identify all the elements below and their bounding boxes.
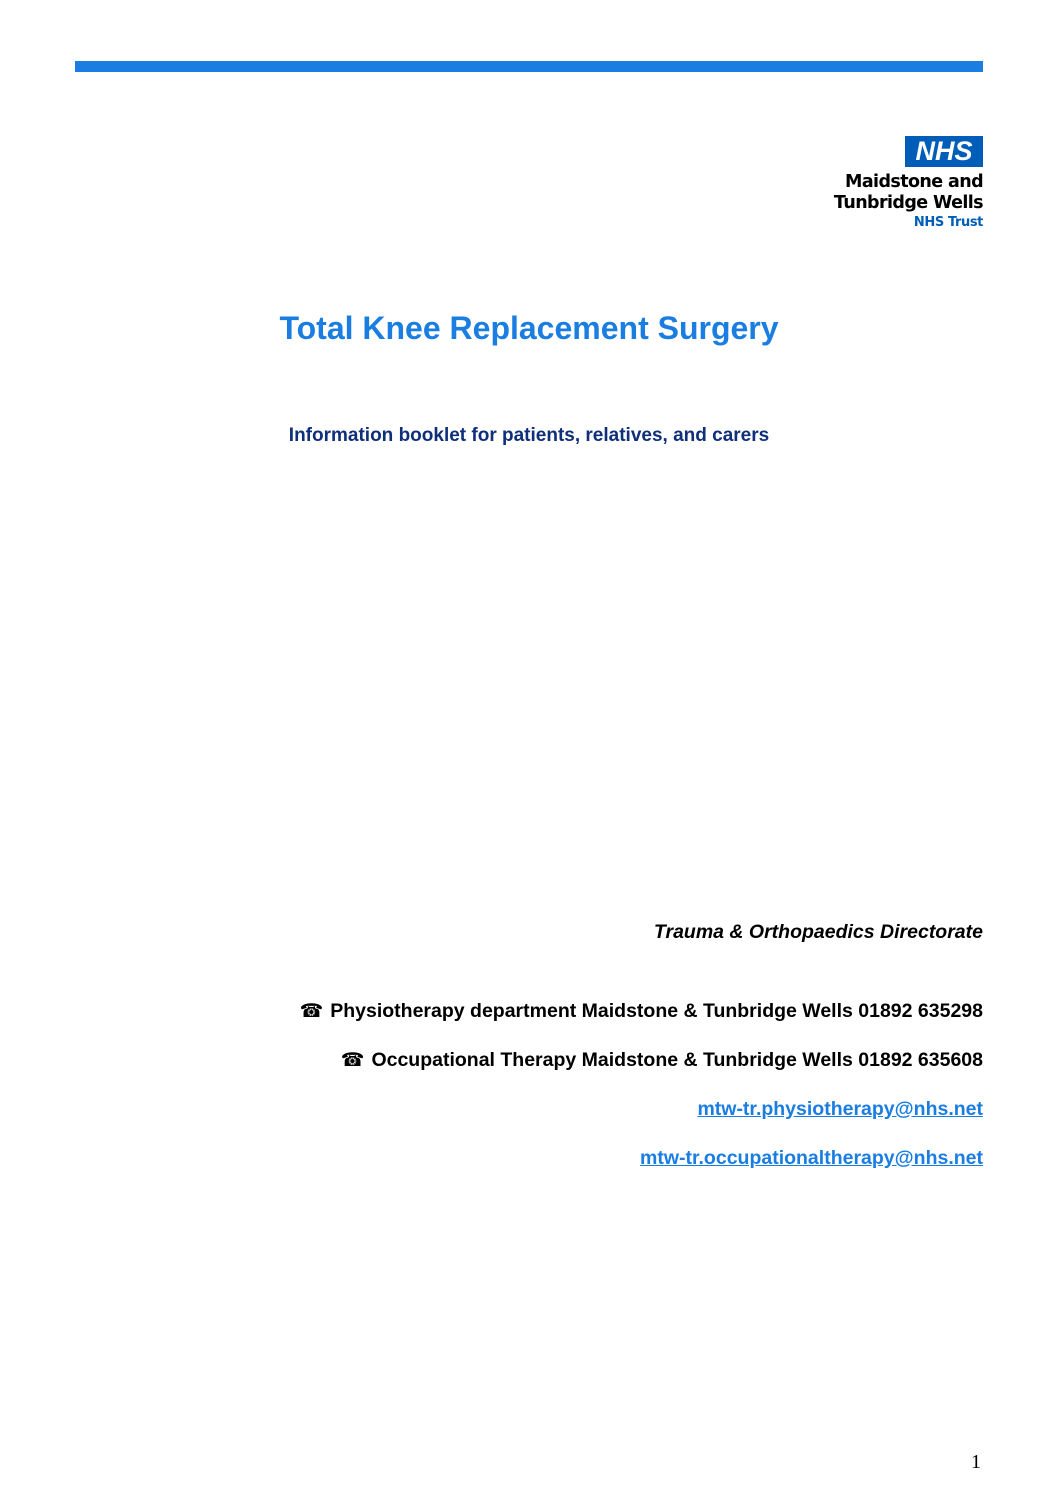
page-number: 1 bbox=[971, 1451, 981, 1473]
document-title: Total Knee Replacement Surgery bbox=[279, 310, 779, 346]
logo-org-line-2: Tunbridge Wells bbox=[833, 193, 983, 213]
telephone-icon: ☎ bbox=[340, 1049, 365, 1071]
telephone-icon: ☎ bbox=[299, 1000, 324, 1022]
nhs-trust-logo bbox=[783, 136, 983, 231]
physio-phone-text: Physiotherapy department Maidstone & Tunbridge Wells 01892 635298 bbox=[330, 1000, 983, 1022]
ot-phone-line bbox=[341, 1048, 983, 1072]
ot-phone-text: Occupational Therapy Maidstone & Tunbridge Wells 01892 635608 bbox=[371, 1049, 983, 1071]
ot-email-link[interactable]: mtw-tr.occupationaltherapy@nhs.net bbox=[640, 1147, 983, 1169]
physio-phone-line bbox=[300, 999, 983, 1023]
ot-email-line bbox=[640, 1146, 983, 1170]
logo-trust-line: NHS Trust bbox=[913, 215, 983, 230]
logo-org-line-1: Maidstone and bbox=[845, 172, 983, 192]
physio-email-line bbox=[697, 1097, 983, 1121]
physio-email-link[interactable]: mtw-tr.physiotherapy@nhs.net bbox=[697, 1098, 983, 1120]
top-accent-bar bbox=[75, 61, 983, 72]
nhs-badge: NHS bbox=[905, 136, 983, 167]
directorate-label: Trauma & Orthopaedics Directorate bbox=[653, 921, 983, 943]
document-subtitle: Information booklet for patients, relatives, and carers bbox=[288, 425, 770, 446]
